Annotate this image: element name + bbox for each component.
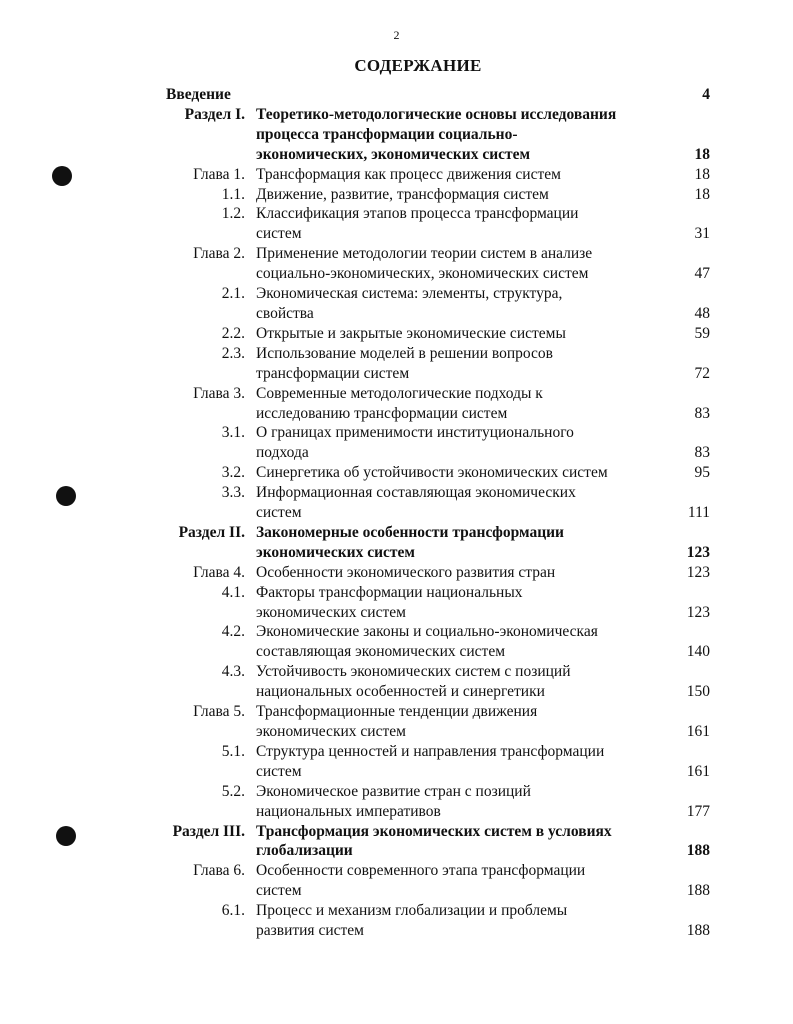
toc-entry-subsection [0, 622, 793, 662]
binder-hole-mark [56, 826, 76, 846]
toc-entry-title: Структура ценностей и направления трансформации систем [256, 742, 605, 780]
toc-entry-title: Современные методологические подходы к исследованию трансформации систем [256, 384, 543, 422]
toc-entry-subsection [0, 662, 793, 702]
page-number: 2 [393, 28, 400, 42]
toc-entry-page: 48 [694, 304, 710, 322]
toc-entry-number: Раздел I. [184, 105, 245, 123]
toc-entry-title: Процесс и механизм глобализации и проблемы развития систем [256, 902, 568, 940]
toc-entry-chapter [0, 861, 793, 901]
toc-entry-page: 4 [702, 86, 710, 103]
toc-entry-title: Экономическая система: элементы, структура, свойства [256, 285, 563, 322]
toc-entry-page: 161 [686, 723, 710, 740]
toc-entry-subsection [0, 463, 793, 483]
toc-entry-intro [0, 85, 793, 105]
toc-entry-page: 177 [686, 802, 710, 820]
toc-entry-page: 188 [686, 882, 710, 900]
toc-entry-number: 5.2. [221, 782, 245, 800]
table-of-contents [0, 85, 793, 941]
toc-entry-page: 18 [694, 145, 710, 163]
toc-entry-number: Глава 4. [193, 563, 245, 581]
toc-entry-page: 72 [694, 364, 710, 382]
toc-entry-title [256, 85, 676, 105]
toc-entry-page: 59 [694, 324, 710, 342]
toc-entry-subsection [0, 483, 793, 523]
toc-entry-page: 123 [686, 543, 710, 561]
toc-entry-page: 123 [686, 603, 710, 621]
toc-entry-number: 2.3. [221, 344, 245, 362]
toc-entry-page: 188 [686, 842, 710, 860]
toc-entry-page: 123 [686, 563, 710, 581]
toc-entry-section [0, 822, 793, 862]
toc-entry-title: Факторы трансформации национальных экономических систем [256, 583, 523, 621]
toc-entry-number: Глава 5. [193, 703, 245, 721]
toc-entry-page: 31 [694, 225, 710, 243]
toc-entry-chapter [0, 165, 793, 185]
toc-entry-title: Открытые и закрытые экономические системы [256, 324, 566, 342]
toc-entry-title: Устойчивость экономических систем с позиций национальных особенностей и синергетики [256, 663, 571, 701]
toc-entry-number: 4.3. [221, 663, 245, 681]
toc-entry-title: Трансформационные тенденции движения экономических систем [256, 703, 538, 740]
toc-entry-page: 18 [694, 185, 710, 203]
toc-entry-title: Применение методологии теории систем в анализе социально-экономических, экономических систем [256, 245, 593, 283]
toc-entry-subsection [0, 284, 793, 324]
toc-entry-title: Трансформация экономических систем в условиях глобализации [256, 822, 612, 860]
toc-entry-section [0, 105, 793, 165]
toc-entry-subsection [0, 324, 793, 344]
toc-entry-page: 150 [686, 683, 710, 701]
page-title: СОДЕРЖАНИЕ [354, 56, 482, 75]
binder-hole-mark [56, 486, 76, 506]
toc-entry-number: Глава 6. [193, 862, 245, 880]
toc-entry-title: Использование моделей в решении вопросов трансформации систем [256, 344, 553, 382]
toc-entry-chapter [0, 702, 793, 742]
toc-entry-page: 111 [687, 504, 710, 522]
toc-entry-title: Особенности экономического развития стран [256, 563, 556, 581]
toc-entry-title: Движение, развитие, трансформация систем [256, 185, 549, 203]
toc-entry-page: 83 [694, 404, 710, 422]
toc-entry-number: 2.1. [221, 285, 245, 303]
toc-entry-number: Раздел II. [178, 523, 245, 541]
toc-entry-number: 4.1. [221, 583, 245, 601]
toc-entry-number: 3.3. [221, 484, 245, 502]
toc-entry-number: 5.1. [221, 742, 245, 760]
toc-entry-number: 3.1. [221, 424, 245, 442]
toc-entry-subsection [0, 423, 793, 463]
toc-entry-subsection [0, 204, 793, 244]
toc-entry-number: 6.1. [221, 902, 245, 920]
toc-entry-subsection [0, 782, 793, 822]
toc-entry-number: Глава 3. [193, 384, 245, 402]
toc-entry-title: Закономерные особенности трансформации экономических систем [256, 523, 564, 561]
toc-entry-title: О границах применимости институционального подхода [256, 424, 574, 462]
toc-entry-number: 3.2. [221, 464, 245, 482]
binder-hole-mark [52, 166, 72, 186]
toc-entry-title: Экономические законы и социально-экономическая составляющая экономических систем [256, 623, 598, 661]
toc-entry-title: Трансформация как процесс движения систем [256, 165, 561, 183]
toc-entry-number: Раздел III. [172, 822, 245, 840]
toc-entry-page: 95 [694, 464, 710, 482]
toc-entry-number: Глава 2. [193, 245, 245, 263]
toc-entry-page: 18 [694, 165, 710, 183]
toc-entry-title: Синергетика об устойчивости экономических систем [256, 464, 608, 482]
toc-entry-number: 1.1. [221, 185, 245, 203]
toc-entry-number: 4.2. [221, 623, 245, 641]
toc-entry-chapter [0, 244, 793, 284]
toc-entry-page: 161 [686, 762, 710, 780]
toc-entry-subsection [0, 901, 793, 941]
toc-entry-page: 47 [694, 265, 710, 283]
toc-entry-page: 83 [694, 444, 710, 462]
toc-entry-number: 2.2. [221, 324, 245, 342]
toc-entry-title: Особенности современного этапа трансформации систем [256, 862, 586, 900]
toc-entry-subsection [0, 583, 793, 623]
toc-entry-title: Классификация этапов процесса трансформации систем [256, 205, 579, 243]
toc-entry-subsection [0, 742, 793, 782]
toc-entry-title: Экономическое развитие стран с позиций национальных императивов [256, 782, 531, 820]
toc-entry-page: 140 [686, 643, 710, 661]
toc-entry-number: 1.2. [221, 205, 245, 223]
toc-entry-subsection [0, 344, 793, 384]
toc-entry-title: Теоретико-методологические основы исследования процесса трансформации социально- экономических, экономических систем [256, 105, 617, 163]
toc-entry-number: Глава 1. [193, 165, 245, 183]
toc-entry-title: Информационная составляющая экономических систем [256, 484, 576, 522]
toc-entry-chapter [0, 563, 793, 583]
toc-entry-section [0, 523, 793, 563]
toc-entry-subsection [0, 185, 793, 205]
toc-entry-page: 188 [686, 922, 710, 940]
toc-entry-chapter [0, 384, 793, 424]
toc-entry-number: Введение [166, 86, 231, 103]
